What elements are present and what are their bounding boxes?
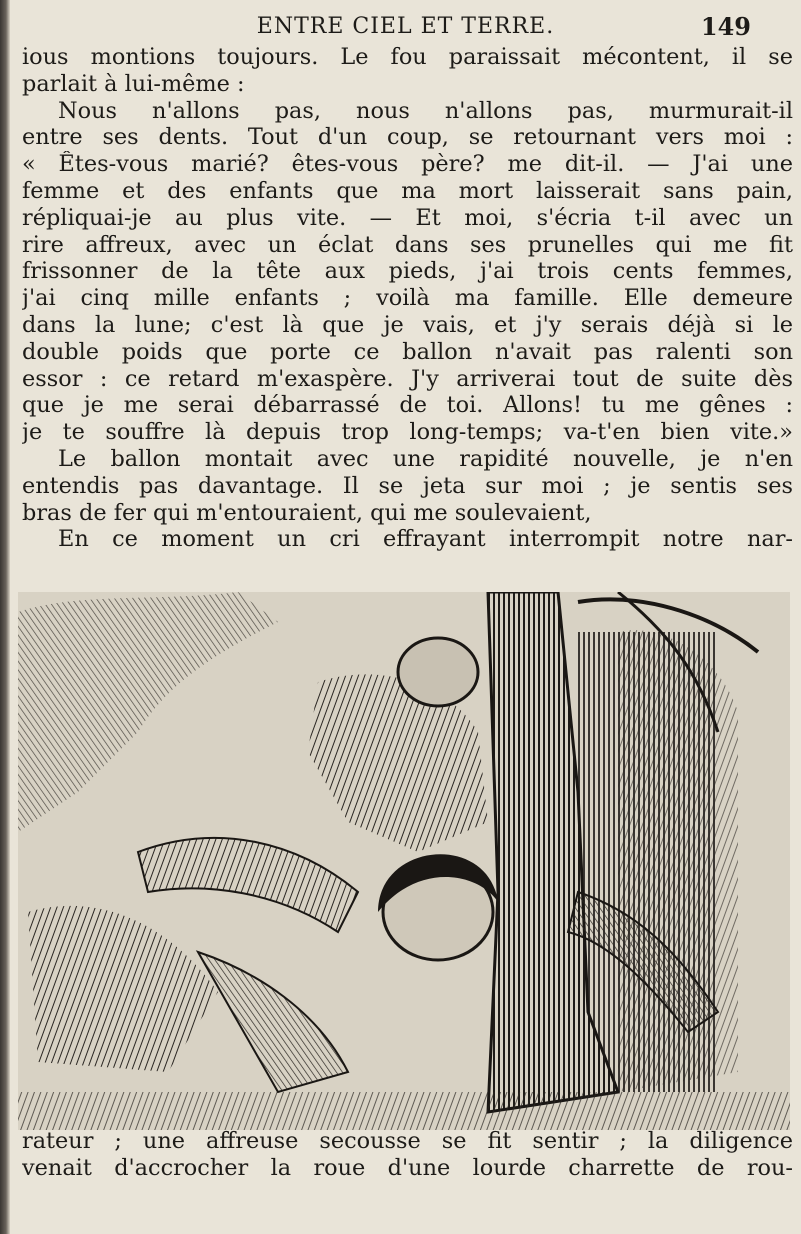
text-line: rire affreux, avec un éclat dans ses prunelles qui me fit [22, 231, 793, 258]
text-line: entre ses dents. Tout d'un coup, se retournant vers moi : [22, 124, 793, 151]
text-line: double poids que porte ce ballon n'avait pas ralenti son [22, 338, 793, 365]
text-line: parlait à lui-même : [22, 70, 245, 97]
running-title: ENTRE CIEL ET TERRE. [256, 13, 555, 39]
text-line: dans la lune; c'est là que je vais, et j'y serais déjà si le [22, 311, 793, 338]
text-line: femme et des enfants que ma mort laisserait sans pain, [22, 177, 793, 204]
page-number: 149 [700, 11, 751, 41]
text-line: « Êtes-vous marié? êtes-vous père? me dit-il. — J'ai une [22, 151, 793, 178]
text-line: ious montions toujours. Le fou paraissait mécontent, il se [22, 44, 793, 70]
text-line: essor : ce retard m'exaspère. J'y arriverai tout de suite dès [22, 365, 793, 392]
text-line: bras de fer qui m'entouraient, qui me soulevaient, [22, 499, 592, 526]
running-header [60, 8, 751, 44]
text-line: j'ai cinq mille enfants ; voilà ma famille. Elle demeure [22, 285, 793, 312]
text-line: entendis pas davantage. Il se jeta sur moi ; je sentis ses [22, 472, 793, 499]
text-line: frissonner de la tête aux pieds, j'ai trois cents femmes, [22, 258, 793, 285]
body-text-top [22, 44, 793, 553]
text-line: rateur ; une affreuse secousse se fit sentir ; la diligence [22, 1128, 793, 1154]
text-line: répliquai-je au plus vite. — Et moi, s'écria t-il avec un [22, 204, 793, 231]
engraving-drawing [18, 592, 790, 1130]
text-line: Nous n'allons pas, nous n'allons pas, murmurait-il [58, 97, 793, 124]
text-line: venait d'accrocher la roue d'une lourde charrette de rou- [22, 1155, 793, 1181]
text-line: En ce moment un cri effrayant interrompit notre nar- [58, 526, 793, 553]
text-line: je te souffre là depuis trop long-temps; va-t'en bien vite.» [22, 419, 793, 446]
engraving-illustration [18, 592, 790, 1130]
page-binding-edge [0, 0, 10, 1234]
body-text-bottom [22, 1128, 793, 1182]
text-line: que je me serai débarrassé de toi. Allons! tu me gênes : [22, 392, 793, 419]
text-line: Le ballon montait avec une rapidité nouvelle, je n'en [58, 445, 793, 472]
